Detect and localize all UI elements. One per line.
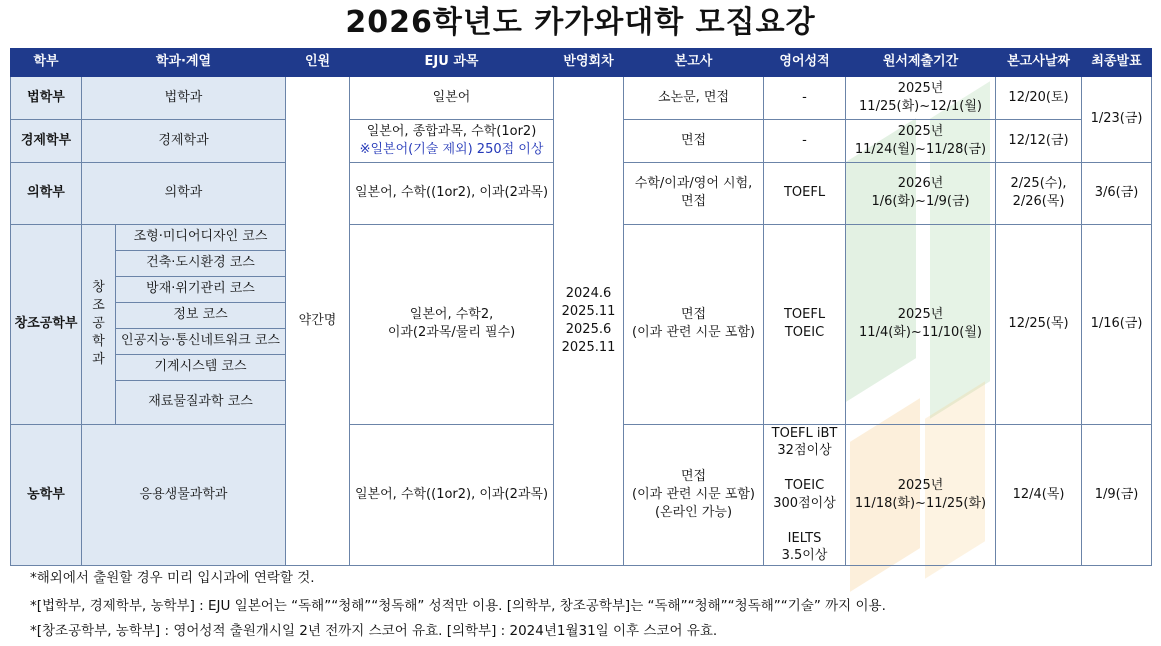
eju-cell: 일본어, 수학((1or2), 이과(2과목) <box>350 162 554 224</box>
course-cell: 인공지능·통신네트워크 코스 <box>116 328 286 354</box>
period-cell <box>846 224 996 424</box>
period-year: 2025년 <box>897 477 944 493</box>
footnote: *해외에서 출원할 경우 미리 입시과에 연락할 것. <box>30 570 315 586</box>
major-cell: 응용생물과학과 <box>82 424 286 565</box>
dept-cell: 경제학부 <box>11 119 82 162</box>
round-item: 2025.6 <box>565 321 612 337</box>
group-char: 창 <box>92 280 105 295</box>
english-line <box>766 512 843 530</box>
exam-line: (온라인 가능) <box>654 504 733 520</box>
header-exam: 본고사 <box>624 49 764 77</box>
english-cell: - <box>764 76 846 119</box>
exam-date-cell: 12/20(토) <box>996 76 1082 119</box>
period-year: 2025년 <box>897 123 944 139</box>
course-cell: 재료물질과학 코스 <box>116 380 286 424</box>
round-item: 2025.11 <box>561 303 616 319</box>
exam-line: 면접 <box>680 307 707 322</box>
dept-cell: 의학부 <box>11 162 82 224</box>
period-cell <box>846 119 996 162</box>
round-cell <box>554 76 624 565</box>
exam-line: 수학/이과/영어 시험, <box>634 176 753 191</box>
eju-cell <box>350 224 554 424</box>
eju-cell: 일본어, 수학((1or2), 이과(2과목) <box>350 424 554 565</box>
exam-date-cell: 12/4(목) <box>996 424 1082 565</box>
english-line: TOEIC <box>784 325 825 340</box>
course-cell: 건축·도시환경 코스 <box>116 250 286 276</box>
english-line <box>766 460 843 478</box>
exam-date-cell <box>996 162 1082 224</box>
english-line: 3.5이상 <box>781 548 828 563</box>
period-range: 11/25(화)~12/1(월) <box>859 98 982 114</box>
round-item: 2024.6 <box>565 285 612 301</box>
exam-cell: 소논문, 면접 <box>624 76 764 119</box>
period-year: 2025년 <box>897 307 944 322</box>
eju-line: 일본어, 수학2, <box>409 307 494 322</box>
exam-date-cell: 12/25(목) <box>996 224 1082 424</box>
english-cell: TOEFL <box>764 162 846 224</box>
english-line: TOEFL iBT <box>771 425 838 441</box>
exam-cell <box>624 424 764 565</box>
header-round: 반영회차 <box>554 49 624 77</box>
header-eju: EJU 과목 <box>350 49 554 77</box>
period-cell <box>846 162 996 224</box>
exam-cell <box>624 162 764 224</box>
group-char: 학 <box>92 334 105 349</box>
english-line: TOEIC <box>784 478 825 493</box>
final-cell: 1/23(금) <box>1082 76 1152 162</box>
group-char: 공 <box>92 316 105 331</box>
exam-line: 면접 <box>680 194 707 209</box>
final-cell: 3/6(금) <box>1082 162 1152 224</box>
header-capacity: 인원 <box>286 49 350 77</box>
english-line: 32점이상 <box>777 443 832 458</box>
period-year: 2025년 <box>897 80 944 96</box>
english-line: IELTS <box>787 530 822 546</box>
page-title: 2026학년도 카가와대학 모집요강 <box>345 5 816 40</box>
exam-date-cell: 12/12(금) <box>996 119 1082 162</box>
major-cell: 의학과 <box>82 162 286 224</box>
group-cell <box>82 224 116 424</box>
exam-line: (이과 관련 시문 포함) <box>632 325 756 340</box>
major-cell: 경제학과 <box>82 119 286 162</box>
header-final: 최종발표 <box>1082 49 1152 77</box>
course-cell: 방재·위기관리 코스 <box>116 276 286 302</box>
period-range: 11/24(월)~11/28(금) <box>854 141 987 157</box>
course-cell: 조형·미디어디자인 코스 <box>116 224 286 250</box>
english-cell: - <box>764 119 846 162</box>
english-line: TOEFL <box>783 307 826 322</box>
exam-line: (이과 관련 시문 포함) <box>632 486 756 502</box>
english-cell <box>764 224 846 424</box>
footnote: *[법학부, 경제학부, 농학부] : EJU 일본어는 “독해”“청해”“청독해” 성적만 이용. [의학부, 창조공학부]는 “독해”“청해”“청독해”“기술” 까지 이용. <box>30 598 886 614</box>
dept-cell: 창조공학부 <box>11 224 82 424</box>
period-range: 11/4(화)~11/10(월) <box>859 325 982 340</box>
eju-line: 이과(2과목/물리 필수) <box>387 325 516 340</box>
group-char: 조 <box>92 298 105 313</box>
course-cell: 기계시스템 코스 <box>116 354 286 380</box>
dept-cell: 농학부 <box>11 424 82 565</box>
period-cell <box>846 424 996 565</box>
header-major: 학과·계열 <box>82 49 286 77</box>
footnote: *[창조공학부, 농학부] : 영어성적 출원개시일 2년 전까지 스코어 유효. [의학부] : 2024년1월31일 이후 스코어 유효. <box>30 623 718 639</box>
table-row-law <box>11 76 1152 119</box>
period-range: 1/6(화)~1/9(금) <box>871 194 970 209</box>
eju-cell: 일본어 <box>350 76 554 119</box>
exam-cell: 면접 <box>624 119 764 162</box>
period-year: 2026년 <box>897 176 944 191</box>
dept-cell: 법학부 <box>11 76 82 119</box>
exam-date-line: 2/26(목) <box>1012 194 1065 209</box>
exam-line: 면접 <box>680 468 707 484</box>
final-cell: 1/16(금) <box>1082 224 1152 424</box>
exam-cell <box>624 224 764 424</box>
english-line: 300점이상 <box>773 495 836 511</box>
period-cell <box>846 76 996 119</box>
header-dept: 학부 <box>11 49 82 77</box>
round-item: 2025.11 <box>561 339 616 355</box>
eju-subjects: 일본어, 종합과목, 수학(1or2) <box>366 123 537 139</box>
group-char: 과 <box>92 352 105 367</box>
exam-date-line: 2/25(수), <box>1010 176 1067 191</box>
header-english: 영어성적 <box>764 49 846 77</box>
eju-note: ※일본어(기술 제외) 250점 이상 <box>359 141 544 157</box>
period-range: 11/18(화)~11/25(화) <box>854 495 987 511</box>
final-cell: 1/9(금) <box>1082 424 1152 565</box>
table-header-row <box>11 49 1152 77</box>
header-exam-date: 본고사날짜 <box>996 49 1082 77</box>
admission-table <box>10 48 1152 566</box>
capacity-cell: 약간명 <box>286 76 350 565</box>
eju-cell <box>350 119 554 162</box>
header-period: 원서제출기간 <box>846 49 996 77</box>
major-cell: 법학과 <box>82 76 286 119</box>
course-cell: 정보 코스 <box>116 302 286 328</box>
english-cell <box>764 424 846 565</box>
